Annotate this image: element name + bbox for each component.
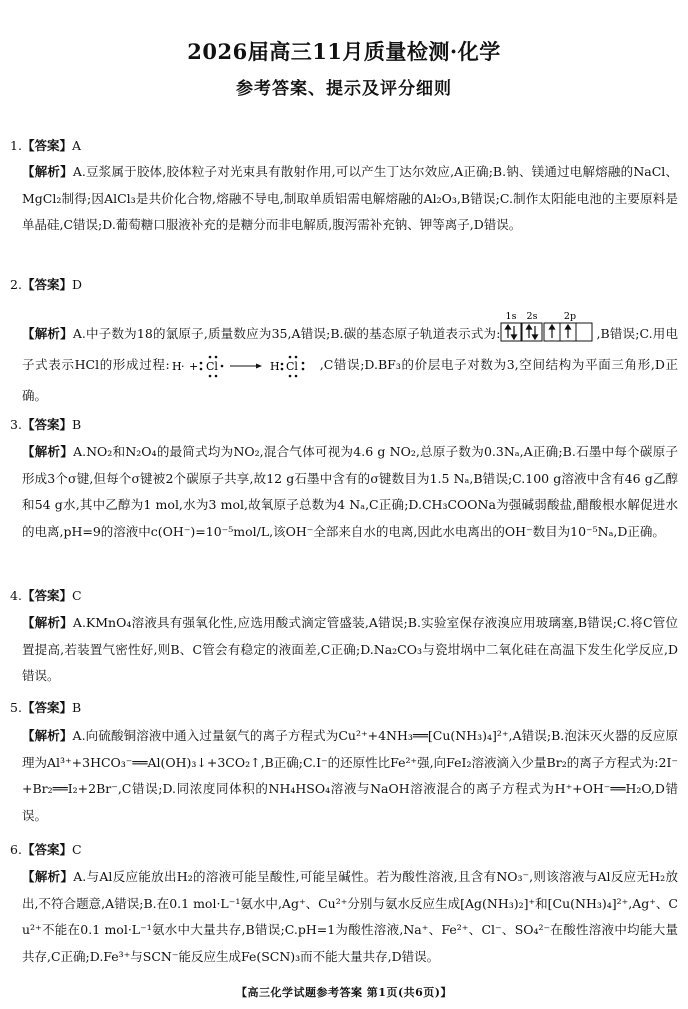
q5-explanation: A.向硫酸铜溶液中通入过量氨气的离子方程式为Cu²⁺+4NH₃══[Cu(NH₃)₄]²⁺,A错误;B.泡沫灭火器的反应原理为Al³⁺+3HCO₃⁻══Al(OH)₃↓+3CO₂↑,B正确;C.I⁻的还原性比Fe²⁺强,向FeI₂溶液滴入少量Br₂的离子方程式为:2I⁻+Br₂══I₂+2Br⁻,C错误;D.同浓度同体积的NH₄HSO₄溶液与NaOH溶液混合的离子方程式为H⁺+OH⁻══H₂O,D错误。 bbox=[22, 728, 678, 823]
orbital-box-1s bbox=[501, 323, 521, 341]
q6-answer: C bbox=[71, 842, 82, 857]
explain-label: 【解析】 bbox=[22, 326, 73, 341]
q2-number: 2. bbox=[10, 277, 22, 292]
q4-number: 4. bbox=[10, 588, 22, 603]
answer-label: 【答案】 bbox=[21, 138, 72, 153]
q2-explanation-block bbox=[22, 310, 678, 411]
q3-number: 3. bbox=[10, 417, 22, 432]
plus-sign: + bbox=[188, 359, 198, 373]
orbital-label-2s: 2s bbox=[527, 310, 538, 322]
explain-label: 【解析】 bbox=[22, 728, 73, 743]
q4-answer-line bbox=[10, 586, 82, 606]
explain-label: 【解析】 bbox=[22, 869, 74, 884]
chlorine-symbol-product: Cl bbox=[285, 359, 298, 373]
q3-answer-line bbox=[10, 415, 81, 435]
page-footer: 【高三化学试题参考答案 第1页(共6页)】 bbox=[235, 986, 453, 999]
shared-electron-pair bbox=[280, 362, 283, 370]
hydrogen-symbol-product: H bbox=[269, 359, 280, 373]
hydrogen-electron-dot: · bbox=[180, 359, 185, 373]
answer-label: 【答案】 bbox=[21, 588, 72, 603]
q5-answer: B bbox=[71, 700, 82, 715]
q2-answer: D bbox=[71, 277, 82, 292]
reaction-arrow-head bbox=[256, 363, 262, 368]
answer-label: 【答案】 bbox=[21, 842, 72, 857]
q2-answer-line bbox=[10, 275, 82, 295]
orbital-label-1s: 1s bbox=[506, 310, 517, 322]
electron-arrows bbox=[506, 325, 571, 339]
q3-explanation: A.NO₂和N₂O₄的最简式均为NO₂,混合气体可视为4.6 g NO₂,总原子数为0.3Nₐ,A正确;B.石墨中每个碳原子形成3个σ键,但每个σ键被2个碳原子共享,故12 g石墨中含有的σ键数目为1.5 Nₐ,B错误;C.100 g溶液中含有46 g乙醇和54 g水,其中乙醇为1 mol,水为3 mol,故氧原子总数为4 Nₐ,C正确;D.CH₃COONa为强碱弱酸盐,醋酸根水解促进水的电离,pH=9的溶液中c(OH⁻)=10⁻⁵mol/L,该OH⁻全部来自水的电离,因此水电离出的OH⁻数目为10⁻⁵Nₐ,D正确。 bbox=[22, 444, 678, 539]
q6-explanation: A.与Al反应能放出H₂的溶液可能呈酸性,可能呈碱性。若为酸性溶液,且含有NO₃⁻,则该溶液与Al反应无H₂放出,不符合题意,A错误;B.在0.1 mol·L⁻¹氨水中,Ag⁺、Cu²⁺分别与氨水反应生成[Ag(NH₃)₂]⁺和[Cu(NH₃)₄]²⁺,Ag⁺、Cu²⁺不能在0.1 mol·L⁻¹氨水中大量共存,B错误;C.pH=1为酸性溶液,Na⁺、Fe²⁺、Cl⁻、SO₄²⁻在酸性溶液中均能大量共存,C正确;D.Fe³⁺与SCN⁻能反应生成Fe(SCN)₃而不能大量共存,D错误。 bbox=[22, 869, 678, 964]
q5-answer-line bbox=[10, 698, 81, 718]
q1-explanation-block bbox=[22, 159, 678, 239]
page-subtitle: 参考答案、提示及评分细则 bbox=[236, 79, 452, 99]
q4-explanation: A.KMnO₄溶液具有强氧化性,应选用酸式滴定管盛装,A错误;B.实验室保存液溴应用玻璃塞,B错误;C.将C管位置提高,若装置气密性好,则B、C管会有稳定的液面差,C正确;D.Na₂CO₃与瓷坩埚中二氧化硅在高温下发生化学反应,D错误。 bbox=[22, 615, 678, 683]
electron-dot-diagram bbox=[170, 353, 320, 379]
q4-answer: C bbox=[71, 588, 82, 603]
explain-label: 【解析】 bbox=[22, 615, 73, 630]
q2-explanation-part-a: A.中子数为18的氯原子,质量数应为35,A错误;B.碳的基态原子轨道表示式为: bbox=[72, 326, 501, 341]
q4-explanation-block bbox=[22, 610, 678, 690]
orbital-label-2p: 2p bbox=[564, 310, 577, 322]
chlorine-symbol-left: Cl bbox=[205, 359, 218, 373]
hydrogen-symbol: H bbox=[171, 359, 182, 373]
q6-answer-line bbox=[10, 840, 82, 860]
q3-explanation-block bbox=[22, 439, 678, 545]
q6-number: 6. bbox=[10, 842, 22, 857]
q5-explanation-block bbox=[22, 723, 678, 829]
answer-label: 【答案】 bbox=[21, 417, 72, 432]
orbital-diagram bbox=[500, 310, 596, 345]
q3-answer: B bbox=[71, 417, 82, 432]
q1-number: 1. bbox=[10, 138, 22, 153]
q2-explanation-part-b: ,B错误;C.用电子式表示HCl的形成过程: bbox=[22, 326, 678, 372]
page-title: 2026届高三11月质量检测·化学 bbox=[187, 39, 501, 64]
orbital-box-2p-c bbox=[576, 323, 592, 341]
q1-answer: A bbox=[71, 138, 81, 153]
q1-answer-line bbox=[10, 136, 81, 156]
orbital-diagram-svg bbox=[500, 309, 596, 349]
electron-dot-svg bbox=[170, 353, 320, 379]
q5-number: 5. bbox=[10, 700, 22, 715]
q1-explanation: A.豆浆属于胶体,胶体粒子对光束具有散射作用,可以产生丁达尔效应,A正确;B.钠、镁通过电解熔融的NaCl、MgCl₂制得;因AlCl₃是共价化合物,熔融不导电,制取单质铝需电解熔融的Al₂O₃,B错误;C.制作太阳能电池的主要原料是单晶硅,C错误;D.葡萄糖口服液补充的是糖分而非电解质,腹泻需补充钠、钾等离子,D错误。 bbox=[22, 164, 678, 232]
q2-explanation-part-c: ,C错误;D.BF₃的价层电子对数为3,空间结构为平面三角形,D正确。 bbox=[22, 357, 678, 403]
q6-explanation-block bbox=[22, 864, 678, 970]
answer-label: 【答案】 bbox=[21, 700, 72, 715]
explain-label: 【解析】 bbox=[22, 444, 74, 459]
orbital-box-2s bbox=[522, 323, 542, 341]
explain-label: 【解析】 bbox=[22, 164, 73, 179]
answer-label: 【答案】 bbox=[21, 277, 72, 292]
